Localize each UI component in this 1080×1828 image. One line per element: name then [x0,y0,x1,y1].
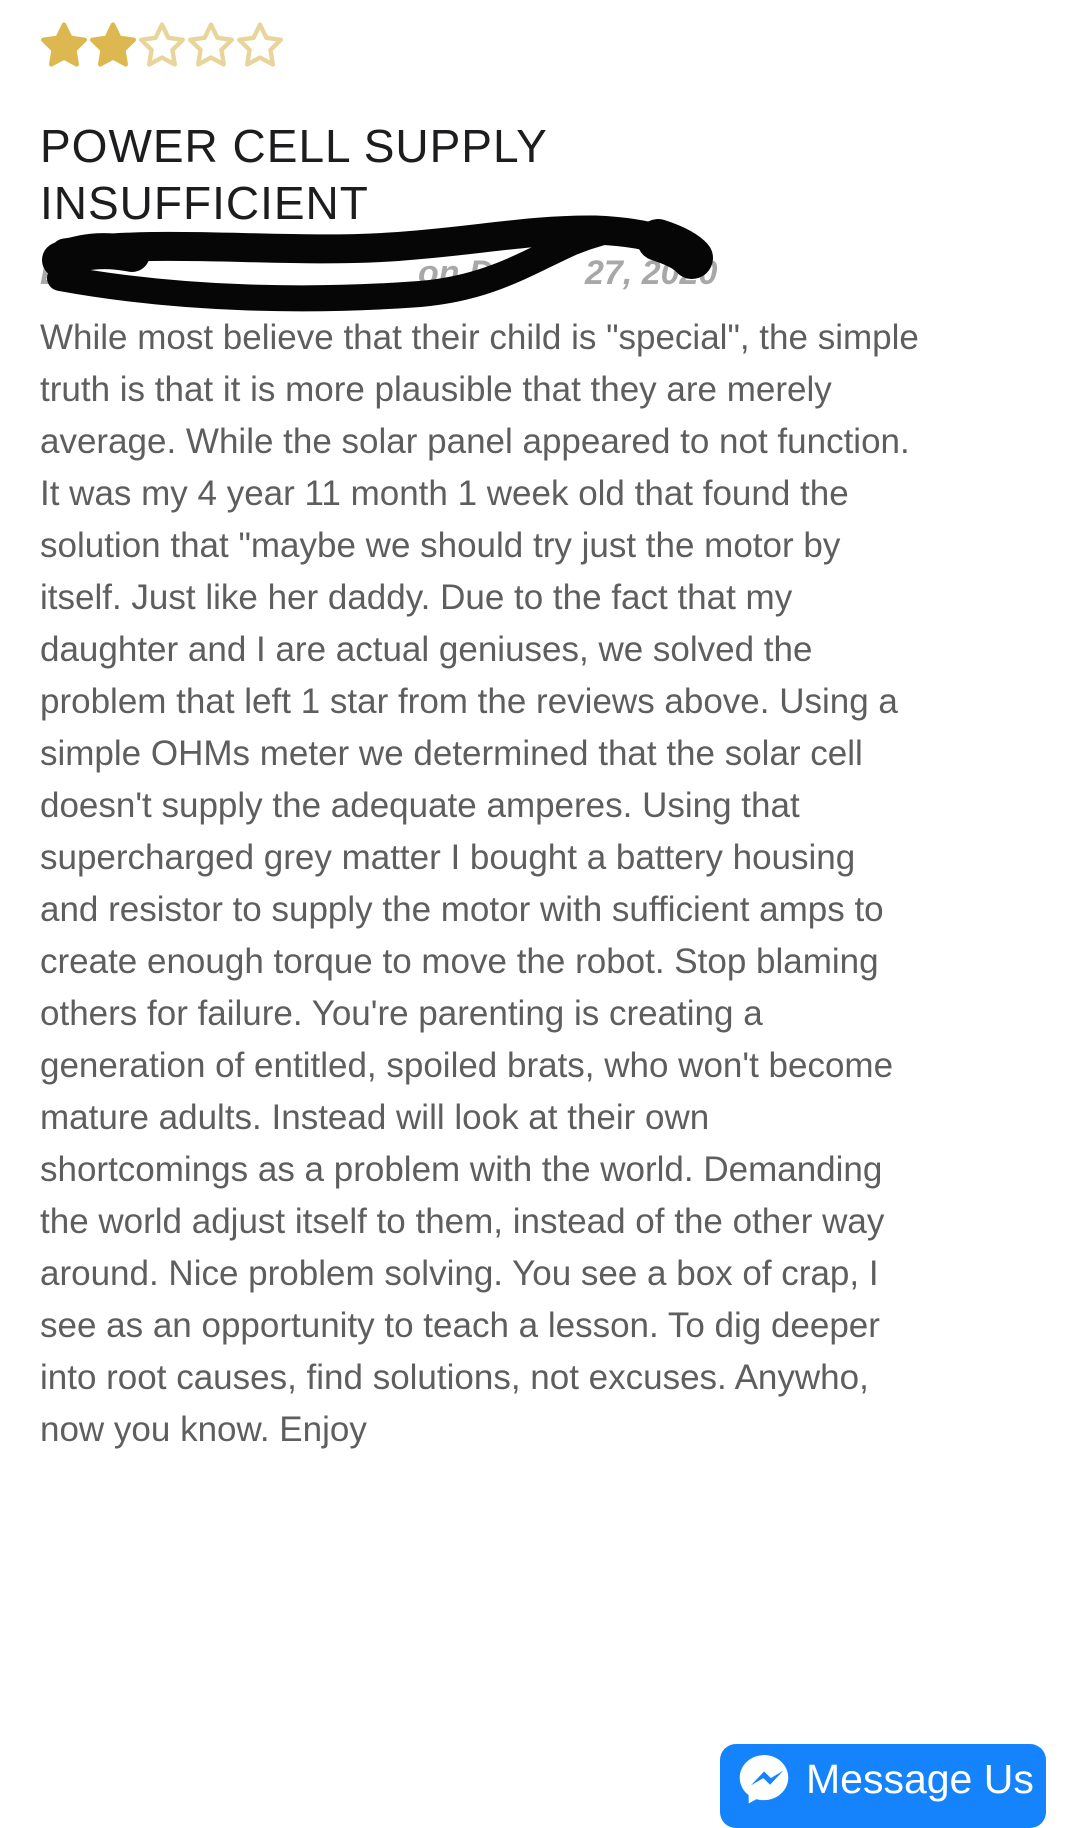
star-empty-icon [236,21,284,69]
review-body-text: While most believe that their child is "special", the simple truth is that it is more plausible that they are merely average. While the solar panel appeared to not function. It was my 4 year 11 month 1 week old that found the solution that "maybe we should try just the motor by itself. Just like her daddy. Due to the fact that my daughter and I are actual geniuses, we solved the problem that left 1 star from the reviews above. Using a simple OHMs meter we determined that the solar cell doesn't supply the adequate amperes. Using that supercharged grey matter I bought a battery housing and resistor to supply the motor with sufficient amps to create enough torque to move the robot. Stop blaming others for failure. You're parenting is creating a generation of entitled, spoiled brats, who won't become mature adults. Instead will look at their own shortcomings as a problem with the world. Demanding the world adjust itself to them, instead of the other way around. Nice problem solving. You see a box of crap, I see as an opportunity to teach a lesson. To dig deeper into root causes, find solutions, not excuses. Anywho, now you know. Enjoy [40,318,919,1449]
message-us-label: Message Us [806,1755,1034,1802]
review-byline [40,248,920,310]
star-filled-icon [40,21,88,69]
review-title: POWER CELL SUPPLY INSUFFICIENT [40,120,547,229]
star-empty-icon [138,21,186,69]
review-card [40,14,920,1456]
messenger-icon [736,1751,792,1807]
message-us-button[interactable] [720,1744,1046,1828]
rating-stars [40,14,920,76]
star-empty-icon [187,21,235,69]
byline-fragment-start: D [40,254,65,292]
byline-fragment-middle: on D [418,254,494,292]
star-filled-icon [89,21,137,69]
byline-date-fragment: 27, 2020 [585,254,718,292]
